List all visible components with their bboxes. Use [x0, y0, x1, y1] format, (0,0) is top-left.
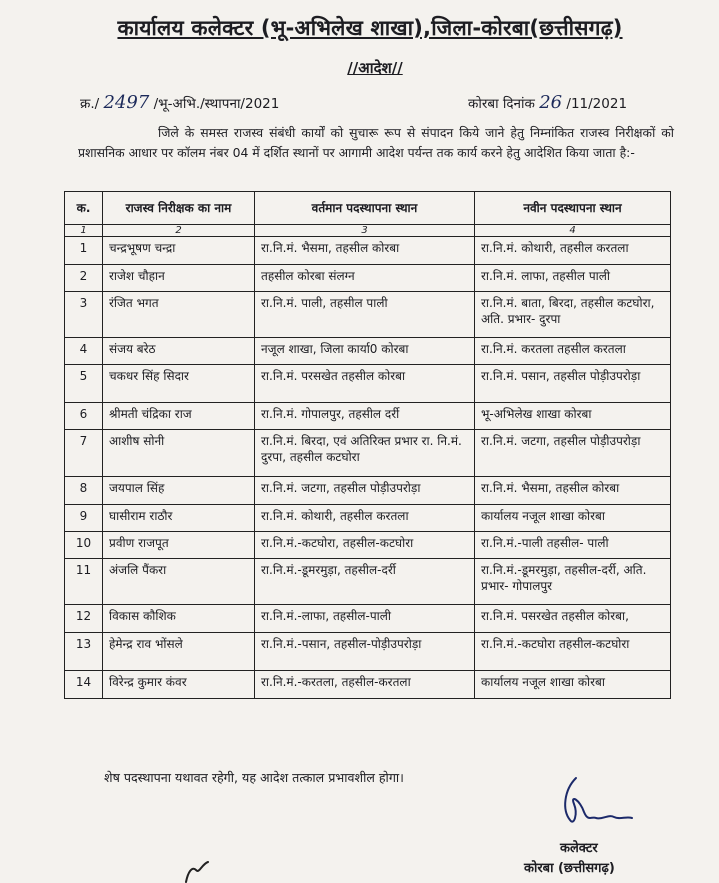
table-body — [65, 237, 671, 699]
cell-current-posting: रा.नि.मं. परसखेत तहसील कोरबा — [255, 365, 475, 403]
cell-new-posting: भू-अभिलेख शाखा कोरबा — [475, 403, 671, 430]
cell-inspector-name: चकधर सिंह सिदार — [103, 365, 255, 403]
cell-serial: 1 — [65, 237, 103, 265]
cell-new-posting: कार्यालय नजूल शाखा कोरबा — [475, 671, 671, 699]
cell-current-posting: रा.नि.मं.-लाफा, तहसील-पाली — [255, 605, 475, 633]
table-row — [65, 237, 671, 265]
ref-prefix: क्र./ — [80, 96, 100, 112]
table-row — [65, 265, 671, 292]
col-number: 1 — [65, 225, 103, 237]
cell-new-posting: रा.नि.मं. बाता, बिरदा, तहसील कटघोरा, अति. प्रभार- दुरपा — [475, 292, 671, 338]
cell-serial: 10 — [65, 532, 103, 559]
cell-new-posting: रा.नि.मं. कोथारी, तहसील करतला — [475, 237, 671, 265]
cell-current-posting: रा.नि.मं. पाली, तहसील पाली — [255, 292, 475, 338]
cell-current-posting: नजूल शाखा, जिला कार्या0 कोरबा — [255, 338, 475, 365]
cell-inspector-name: रंजित भगत — [103, 292, 255, 338]
cell-inspector-name: जयपाल सिंह — [103, 477, 255, 505]
table-row — [65, 338, 671, 365]
collector-signature — [556, 770, 636, 840]
intro-paragraph: जिले के समस्त राजस्व संबंधी कार्यों को सुचारू रूप से संपादन किये जाने हेतु निम्नांकित राजस्व निरीक्षकों को प्रशासनिक आधार पर कॉलम नंबर 04 में दर्शित स्थानों पर आगामी आदेश पर्यन्त तक कार्य करने हेतु आदेशित किया जाता है:- — [78, 125, 674, 160]
cell-current-posting: रा.नि.मं.-करतला, तहसील-करतला — [255, 671, 475, 699]
cell-new-posting: रा.नि.मं. लाफा, तहसील पाली — [475, 265, 671, 292]
date-suffix: /11/2021 — [566, 96, 628, 112]
table-row — [65, 292, 671, 338]
cell-current-posting: तहसील कोरबा संलग्न — [255, 265, 475, 292]
col-number: 4 — [475, 225, 671, 237]
cell-inspector-name: श्रीमती चंद्रिका राज — [103, 403, 255, 430]
cell-current-posting: रा.नि.मं.-डूमरमुड़ा, तहसील-दर्री — [255, 559, 475, 605]
cell-serial: 3 — [65, 292, 103, 338]
table-row — [65, 671, 671, 699]
cell-serial: 8 — [65, 477, 103, 505]
cell-serial: 2 — [65, 265, 103, 292]
cell-serial: 13 — [65, 633, 103, 671]
cell-inspector-name: विरेन्द्र कुमार कंवर — [103, 671, 255, 699]
cell-new-posting: रा.नि.मं. भैसमा, तहसील कोरबा — [475, 477, 671, 505]
ref-number-handwritten: 2497 — [103, 92, 150, 113]
cell-serial: 9 — [65, 505, 103, 532]
date-prefix: कोरबा दिनांक — [468, 96, 535, 112]
cell-new-posting: रा.नि.मं.-कटघोरा तहसील-कटघोरा — [475, 633, 671, 671]
transfer-table — [64, 191, 671, 699]
cell-serial: 7 — [65, 430, 103, 477]
handwritten-mark — [182, 858, 212, 883]
reference-number — [80, 92, 279, 113]
column-number-row — [65, 225, 671, 237]
table-row — [65, 559, 671, 605]
cell-new-posting: रा.नि.मं. जटगा, तहसील पोड़ीउपरोड़ा — [475, 430, 671, 477]
signatory-place: कोरबा (छत्तीसगढ़) — [524, 861, 615, 876]
cell-current-posting: रा.नि.मं. गोपालपुर, तहसील दर्री — [255, 403, 475, 430]
cell-new-posting: रा.नि.मं. करतला तहसील करतला — [475, 338, 671, 365]
ref-suffix: /भू-अभि./स्थापना/2021 — [153, 96, 280, 112]
cell-inspector-name: आशीष सोनी — [103, 430, 255, 477]
cell-serial: 5 — [65, 365, 103, 403]
table-row — [65, 430, 671, 477]
table-row — [65, 403, 671, 430]
col-header-name: राजस्व निरीक्षक का नाम — [103, 192, 255, 225]
order-date — [468, 92, 627, 113]
cell-current-posting: रा.नि.मं.-पसान, तहसील-पोड़ीउपरोड़ा — [255, 633, 475, 671]
table-header-row — [65, 192, 671, 225]
cell-inspector-name: हेमेन्द्र राव भोंसले — [103, 633, 255, 671]
cell-inspector-name: संजय बरेठ — [103, 338, 255, 365]
table-row — [65, 365, 671, 403]
col-number: 2 — [103, 225, 255, 237]
cell-current-posting: रा.नि.मं. बिरदा, एवं अतिरिक्त प्रभार रा. नि.मं. दुरपा, तहसील कटघोरा — [255, 430, 475, 477]
office-title: कार्यालय कलेक्टर (भू-अभिलेख शाखा),जिला-कोरबा(छत्तीसगढ़) — [117, 16, 623, 40]
cell-new-posting: रा.नि.मं.-डूमरमुड़ा, तहसील-दर्री, अति. प्रभार- गोपालपुर — [475, 559, 671, 605]
cell-serial: 14 — [65, 671, 103, 699]
table-row — [65, 633, 671, 671]
cell-current-posting: रा.नि.मं.-कटघोरा, तहसील-कटघोरा — [255, 532, 475, 559]
cell-new-posting: रा.नि.मं. पसरखेत तहसील कोरबा, — [475, 605, 671, 633]
cell-serial: 12 — [65, 605, 103, 633]
cell-inspector-name: प्रवीण राजपूत — [103, 532, 255, 559]
cell-serial: 4 — [65, 338, 103, 365]
cell-inspector-name: अंजलि पैंकरा — [103, 559, 255, 605]
cell-inspector-name: राजेश चौहान — [103, 265, 255, 292]
cell-new-posting: कार्यालय नजूल शाखा कोरबा — [475, 505, 671, 532]
signatory-title: कलेक्टर — [560, 841, 598, 856]
table-row — [65, 477, 671, 505]
col-header-new-posting: नवीन पदस्थापना स्थान — [475, 192, 671, 225]
date-day-handwritten: 26 — [539, 92, 563, 113]
col-number: 3 — [255, 225, 475, 237]
cell-inspector-name: विकास कौशिक — [103, 605, 255, 633]
cell-inspector-name: घासीराम राठौर — [103, 505, 255, 532]
cell-serial: 11 — [65, 559, 103, 605]
table-row — [65, 505, 671, 532]
col-header-serial: क. — [65, 192, 103, 225]
cell-current-posting: रा.नि.मं. भैसमा, तहसील कोरबा — [255, 237, 475, 265]
cell-serial: 6 — [65, 403, 103, 430]
cell-new-posting: रा.नि.मं. पसान, तहसील पोड़ीउपरोड़ा — [475, 365, 671, 403]
cell-current-posting: रा.नि.मं. जटगा, तहसील पोड़ीउपरोड़ा — [255, 477, 475, 505]
cell-current-posting: रा.नि.मं. कोथारी, तहसील करतला — [255, 505, 475, 532]
col-header-current-posting: वर्तमान पदस्थापना स्थान — [255, 192, 475, 225]
table-row — [65, 605, 671, 633]
cell-new-posting: रा.नि.मं.-पाली तहसील- पाली — [475, 532, 671, 559]
table-row — [65, 532, 671, 559]
closing-note: शेष पदस्थापना यथावत रहेगी, यह आदेश तत्काल प्रभावशील होगा। — [104, 770, 404, 785]
order-heading: //आदेश// — [347, 59, 403, 77]
cell-inspector-name: चन्द्रभूषण चन्द्रा — [103, 237, 255, 265]
